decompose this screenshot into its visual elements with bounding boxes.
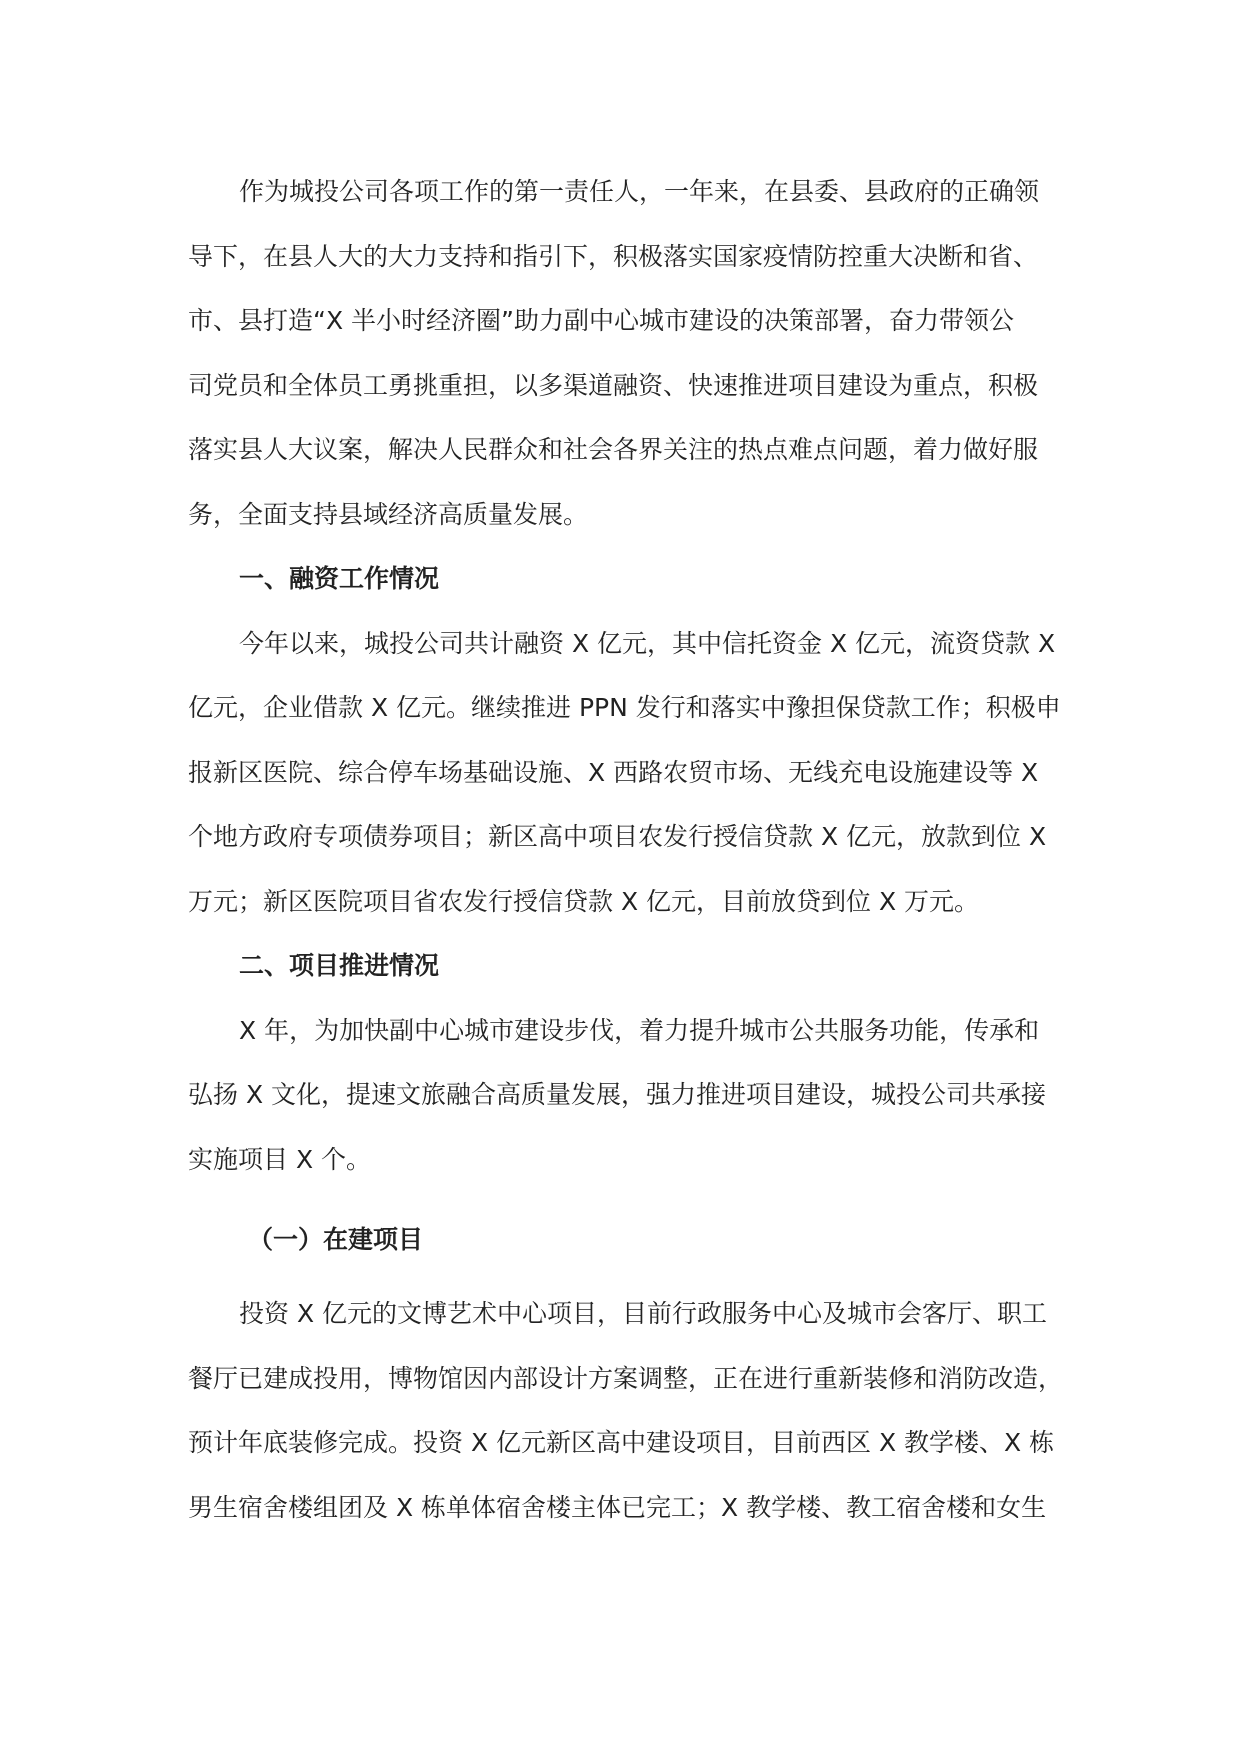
text-line: 报新区医院、综合停车场基础设施、X 西路农贸市场、无线充电设施建设等 X [188,757,1039,787]
paragraph-projects [188,999,1060,1193]
text-line: 弘扬 X 文化，提速文旅融合高质量发展，强力推进项目建设，城投公司共承接 [188,1080,1047,1109]
text-line: 市、县打造“X 半小时经济圈”助力副中心城市建设的决策部署，奋力带领公 [188,306,1014,335]
text-line: 万元；新区医院项目省农发行授信贷款 X 亿元，目前放贷到位 X 万元。 [188,886,980,916]
text-line: 亿元，企业借款 X 亿元。继续推进 PPN 发行和落实中豫担保贷款工作；积极申 [188,693,1061,722]
subsection-heading-ongoing: （一）在建项目 [248,1225,424,1254]
text-line: X 年，为加快副中心城市建设步伐，着力提升城市公共服务功能，传承和 [239,1015,1040,1045]
text-line: 务，全面支持县域经济高质量发展。 [188,499,589,529]
paragraph-intro [188,160,1060,547]
section-heading-projects: 二、项目推进情况 [239,951,440,980]
text-line: 预计年底装修完成。投资 X 亿元新区高中建设项目，目前西区 X 教学楼、X 栋 [188,1428,1055,1457]
text-line: 今年以来，城投公司共计融资 X 亿元，其中信托资金 X 亿元，流资贷款 X [239,628,1056,658]
paragraph-financing [188,612,1060,935]
section-heading-financing: 一、融资工作情况 [239,564,440,593]
text-line: 司党员和全体员工勇挑重担，以多渠道融资、快速推进项目建设为重点，积极 [188,370,1039,400]
text-line: 投资 X 亿元的文博艺术中心项目，目前行政服务中心及城市会客厅、职工 [239,1299,1048,1328]
text-line: 男生宿舍楼组团及 X 栋单体宿舍楼主体已完工；X 教学楼、教工宿舍楼和女生 [188,1492,1047,1522]
text-line: 实施项目 X 个。 [188,1144,372,1174]
text-line: 落实县人大议案，解决人民群众和社会各界关注的热点难点问题，着力做好服 [188,435,1039,464]
paragraph-ongoing-projects [188,1282,1064,1540]
document-body [188,160,1064,1540]
text-line: 导下，在县人大的大力支持和指引下，积极落实国家疫情防控重大决断和省、 [188,241,1039,271]
text-line: 个地方政府专项债券项目；新区高中项目农发行授信贷款 X 亿元，放款到位 X [188,822,1047,851]
text-line: 餐厅已建成投用，博物馆因内部设计方案调整，正在进行重新装修和消防改造， [188,1363,1064,1393]
text-line: 作为城投公司各项工作的第一责任人，一年来，在县委、县政府的正确领 [239,177,1040,206]
